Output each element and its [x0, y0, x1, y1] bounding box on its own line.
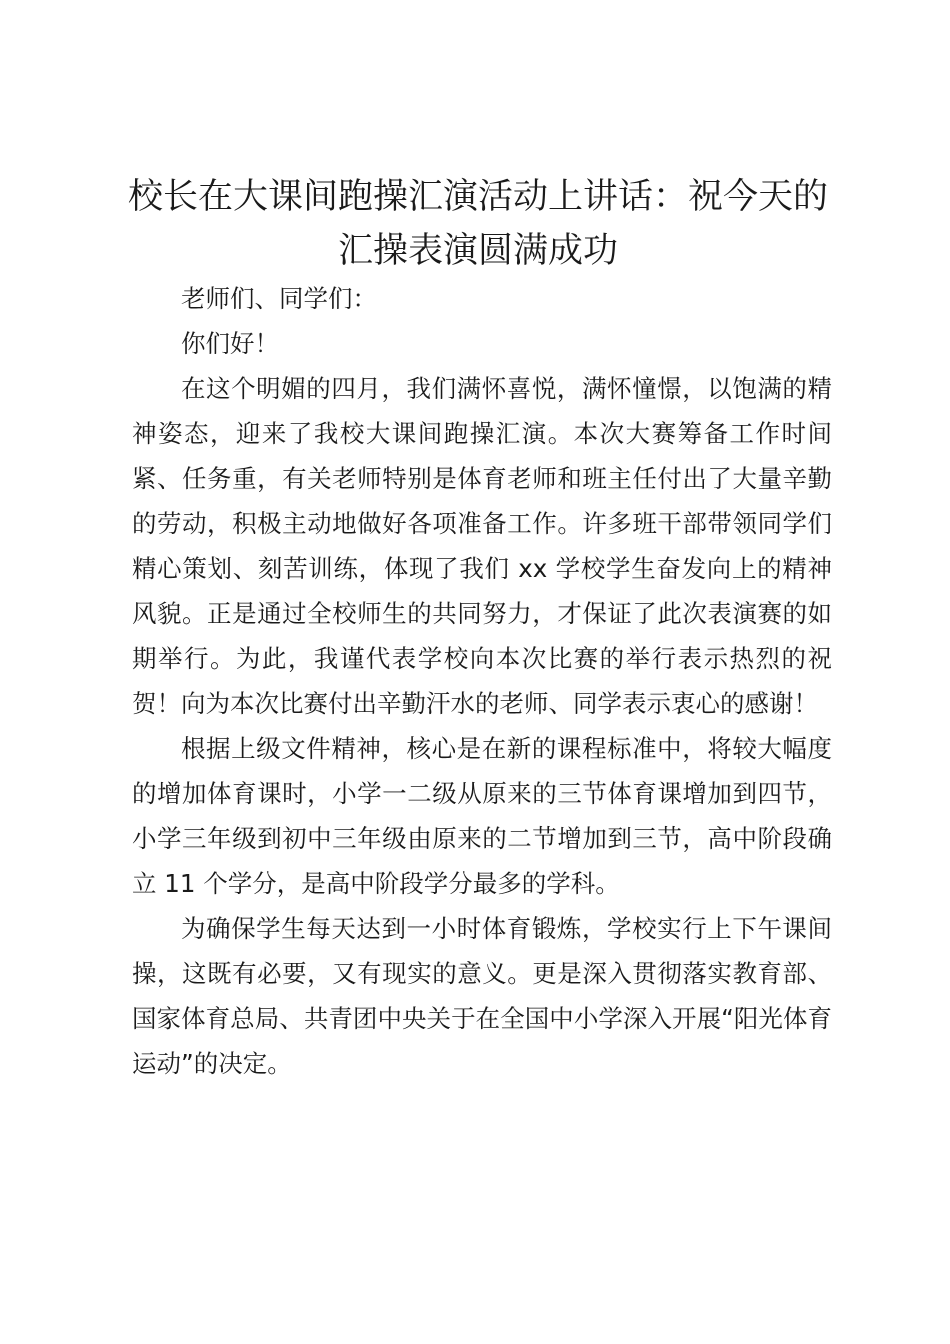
body-paragraph: 为确保学生每天达到一小时体育锻炼，学校实行上下午课间操，这既有必要，又有现实的意义。更是深入贯彻落实教育部、国家体育总局、共青团中央关于在全国中小学深入开展“阳光体育运动”的决定。 [132, 914, 832, 1078]
body-paragraph: 根据上级文件精神，核心是在新的课程标准中，将较大幅度的增加体育课时，小学一二级从原来的三节体育课增加到四节，小学三年级到初中三年级由原来的二节增加到三节，高中阶段确立 11 个学分，是高中阶段学分最多的学科。 [132, 734, 832, 898]
salutation: 老师们、同学们： [181, 284, 377, 313]
body-paragraph: 在这个明媚的四月，我们满怀喜悦，满怀憧憬，以饱满的精神姿态，迎来了我校大课间跑操汇演。本次大赛筹备工作时间紧、任务重，有关老师特别是体育老师和班主任付出了大量辛勤的劳动，积极主动地做好各项准备工作。许多班干部带领同学们精心策划、刻苦训练，体现了我们 xx 学校学生奋发向上的精神风貌。正是通过全校师生的共同努力，才保证了此次表演赛的如期举行。为此，我谨代表学校向本次比赛的举行表示热烈的祝贺！向为本次比赛付出辛勤汗水的老师、同学表示衷心的感谢！ [132, 374, 832, 718]
greeting: 你们好！ [181, 329, 279, 358]
document-title: 校长在大课间跑操汇演活动上讲话：祝今天的汇操表演圆满成功 [127, 177, 828, 271]
document-body [132, 276, 832, 1086]
